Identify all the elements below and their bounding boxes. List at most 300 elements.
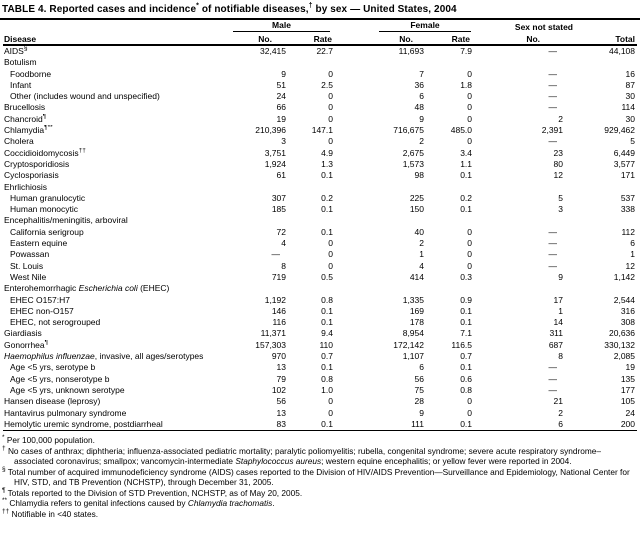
column-header-row (3, 32, 637, 45)
female-no-cell: 2 (419, 136, 424, 147)
sex-not-stated-no-cell: 80 (553, 158, 564, 169)
female-rate-cell: 0 (467, 102, 473, 113)
title-text: TABLE 4. Reported cases and incidence (2, 4, 197, 15)
disease-cell: Age <5 yrs, nonserotype b (10, 373, 110, 384)
sex-not-stated-no-cell: — (548, 68, 558, 79)
disease-cell: Human granulocytic (10, 192, 86, 203)
female-no-cell: 1,573 (402, 158, 424, 169)
total-cell: 338 (620, 204, 636, 215)
total-cell: 200 (565, 419, 637, 431)
sex-not-stated-no-cell: — (548, 249, 558, 260)
female-no-cell: 9 (419, 113, 424, 124)
group-header-male (250, 20, 335, 32)
total-cell: 537 (620, 192, 636, 203)
table-row (3, 238, 637, 249)
male-rate-cell: 0.1 (321, 362, 333, 373)
female-rate-cell: 0.8 (460, 384, 473, 395)
column-header-male-no: No. (250, 32, 288, 45)
column-header-female-rate: Rate (426, 32, 474, 45)
male-rate-cell: 0.1 (321, 204, 333, 215)
sex-not-stated-no-cell: 21 (553, 396, 564, 407)
column-header-total: Total (565, 32, 637, 45)
table-row (3, 419, 637, 431)
total-cell: 87 (625, 79, 636, 90)
male-rate-cell: 0.7 (321, 351, 333, 362)
column-header-sex-not-stated-no: No. (474, 32, 565, 45)
male-rate-cell: 0 (328, 136, 333, 147)
footnote-marker: †† (2, 507, 10, 515)
category-row (3, 215, 637, 226)
male-rate-cell: 0 (328, 249, 333, 260)
total-cell (565, 182, 637, 193)
disease-cell: EHEC O157:H7 (10, 294, 70, 305)
female-no-cell: 9 (419, 407, 424, 418)
total-cell: 105 (620, 396, 636, 407)
table-row (3, 102, 637, 113)
female-no-cell: 2 (419, 238, 424, 249)
female-no-cell: 7 (419, 68, 424, 79)
male-no-cell: 13 (276, 362, 286, 373)
sex-not-stated-no-cell: — (548, 46, 558, 56)
disease-cell: Other (includes wound and unspecified) (10, 91, 160, 102)
male-no-cell: 19 (276, 113, 286, 124)
footnote-marker: †† (78, 147, 86, 154)
male-rate-cell: 0 (328, 260, 333, 271)
sex-not-stated-no-cell: — (548, 384, 558, 395)
sex-not-stated-no-cell: 9 (558, 271, 564, 282)
male-rate-cell: 0 (328, 102, 333, 113)
male-rate-cell (288, 182, 335, 193)
male-rate-cell: 0 (328, 113, 333, 124)
total-cell: 330,132 (604, 339, 636, 350)
total-cell: 135 (620, 373, 636, 384)
male-no-cell: 1,192 (264, 294, 286, 305)
male-no-cell: 11,371 (260, 328, 286, 339)
male-no-cell: 32,415 (260, 46, 286, 56)
column-header-male-rate: Rate (288, 32, 335, 45)
male-rate-cell: 22.7 (316, 46, 333, 56)
female-no-cell (335, 283, 426, 294)
female-rate-cell (426, 57, 474, 68)
total-cell: 24 (625, 407, 636, 418)
male-no-cell: 146 (271, 305, 286, 316)
disease-cell: California serigroup (10, 226, 84, 237)
female-no-cell (335, 215, 426, 226)
footnote: †† Notifiable in <40 states. (2, 507, 99, 519)
disease-cell: Hansen disease (leprosy) (4, 396, 101, 407)
table-row (3, 170, 637, 181)
female-rate-cell: 0.1 (460, 170, 473, 181)
table-row (3, 45, 637, 57)
sex-not-stated-no-cell (474, 57, 565, 68)
disease-cell: Botulism (4, 57, 37, 68)
table-row (3, 351, 637, 362)
female-no-cell: 111 (335, 419, 426, 431)
female-no-cell: 11,693 (398, 46, 424, 56)
male-no-cell: 210,396 (255, 125, 286, 136)
male-rate-cell: 0.1 (321, 170, 333, 181)
male-rate-cell: 0 (328, 407, 333, 418)
female-rate-cell: 485.0 (450, 125, 473, 136)
female-rate-cell: 7.1 (460, 328, 473, 339)
table-row (3, 69, 637, 80)
sex-not-stated-no-cell: — (548, 226, 558, 237)
female-rate-cell: 0.2 (460, 192, 473, 203)
total-cell: 316 (620, 305, 636, 316)
male-no-cell: 4 (281, 238, 286, 249)
male-rate-cell: 0 (328, 396, 333, 407)
female-no-cell: 75 (414, 384, 424, 395)
disease-cell: Cryptosporidiosis (4, 158, 70, 169)
total-cell: 5 (630, 136, 636, 147)
female-rate-cell: 0.1 (426, 419, 474, 431)
title-text: by sex — United States, 2004 (312, 4, 457, 15)
disease-cell: EHEC non-O157 (10, 305, 74, 316)
table-row (3, 91, 637, 102)
table-row (3, 340, 637, 351)
notifiable-diseases-table (3, 20, 637, 431)
male-no-cell (250, 215, 288, 226)
male-rate-cell: 2.5 (321, 79, 333, 90)
disease-cell: Cholera (4, 136, 34, 147)
female-no-cell: 6 (419, 91, 424, 102)
male-rate-cell (288, 283, 335, 294)
total-cell: 3,577 (613, 158, 636, 169)
female-rate-cell: 0.1 (460, 362, 473, 373)
table-row (3, 136, 637, 147)
male-rate-cell: 9.4 (321, 328, 333, 339)
sex-not-stated-no-cell (474, 182, 565, 193)
table-row (3, 396, 637, 407)
category-row (3, 182, 637, 193)
table-row (3, 249, 637, 260)
table-row (3, 374, 637, 385)
male-no-cell: 116 (272, 317, 286, 328)
sex-not-stated-no-cell: 2 (558, 113, 564, 124)
sex-not-stated-no-cell: 12 (553, 170, 564, 181)
female-rate-cell (426, 283, 474, 294)
female-no-cell: 172,142 (393, 339, 424, 350)
sex-not-stated-no-cell: — (548, 238, 558, 249)
sex-not-stated-no-cell: — (548, 79, 558, 90)
female-no-cell: 414 (409, 271, 424, 282)
male-no-cell: 3 (281, 136, 286, 147)
total-cell: 1,142 (613, 271, 636, 282)
female-rate-cell: 0.3 (460, 271, 473, 282)
male-rate-cell: 1.0 (321, 384, 333, 395)
total-cell: 20,636 (609, 328, 636, 339)
male-rate-cell (288, 215, 335, 226)
title-text: of notifiable diseases, (198, 4, 309, 15)
male-no-cell: 56 (276, 396, 286, 407)
footnote-marker: ** (2, 497, 8, 505)
female-rate-cell: 0 (467, 407, 473, 418)
male-no-cell: 72 (276, 226, 286, 237)
disease-cell: Gonorrhea¶ (4, 339, 49, 350)
sex-not-stated-no-cell: 5 (558, 192, 564, 203)
total-cell: 2,544 (613, 294, 636, 305)
male-no-cell: 9 (281, 68, 286, 79)
table-row (3, 114, 637, 125)
female-no-cell: 1 (419, 249, 424, 260)
male-no-cell: 102 (271, 384, 286, 395)
disease-cell: Enterohemorrhagic Escherichia coli (EHEC) (4, 283, 170, 294)
male-no-cell: 3,751 (264, 147, 286, 158)
total-cell: 2,085 (613, 351, 636, 362)
footnote-marker: § (23, 45, 28, 53)
table-body (3, 45, 637, 431)
male-rate-cell: 0.1 (321, 305, 333, 316)
total-cell: 12 (625, 260, 636, 271)
female-no-cell: 40 (414, 226, 424, 237)
female-rate-cell: 0 (467, 260, 473, 271)
disease-cell: Chancroid¶ (4, 113, 47, 124)
female-rate-cell: 1.1 (460, 158, 473, 169)
disease-cell: Human monocytic (10, 204, 79, 215)
total-cell: 6,449 (613, 147, 636, 158)
sex-not-stated-no-cell: — (548, 136, 558, 147)
sex-not-stated-no-cell: 14 (553, 317, 564, 328)
table-row (3, 306, 637, 317)
table-row (3, 362, 637, 373)
female-rate-cell: 0 (467, 68, 473, 79)
table-row (3, 148, 637, 159)
total-cell: 44,108 (609, 46, 636, 56)
sex-not-stated-no-cell: 687 (548, 339, 564, 350)
male-no-cell: 24 (276, 91, 286, 102)
footnote: ** Chlamydia refers to genital infections caused by Chlamydia trachomatis. (2, 497, 275, 509)
female-rate-cell: 1.8 (460, 79, 473, 90)
disease-cell: Brucellosis (4, 102, 46, 113)
female-rate-cell: 3.4 (460, 147, 473, 158)
male-no-cell: 83 (250, 419, 288, 431)
female-no-cell: 56 (414, 373, 424, 384)
category-row (3, 57, 637, 68)
sex-not-stated-no-cell: 3 (558, 204, 564, 215)
female-rate-cell: 0 (467, 238, 473, 249)
male-no-cell: 66 (276, 102, 286, 113)
female-rate-cell: 0.6 (460, 373, 473, 384)
table-row (3, 159, 637, 170)
female-rate-cell: 0 (467, 91, 473, 102)
female-no-cell: 2,675 (402, 147, 424, 158)
male-rate-cell: 0 (328, 68, 333, 79)
male-rate-cell: 0.1 (321, 317, 333, 328)
female-no-cell: 8,954 (402, 328, 424, 339)
sex-not-stated-no-cell: — (548, 91, 558, 102)
disease-cell: Haemophilus influenzae, invasive, all ages/serotypes (4, 351, 204, 362)
sex-not-stated-no-cell: 1 (558, 305, 564, 316)
female-no-cell: 169 (409, 305, 424, 316)
male-rate-cell: 1.3 (321, 158, 333, 169)
column-header-female-no: No. (335, 32, 426, 45)
female-no-cell (335, 57, 426, 68)
disease-cell: West Nile (10, 271, 47, 282)
female-rate-cell (426, 182, 474, 193)
table-row (3, 272, 637, 283)
male-rate-cell: 0 (328, 238, 333, 249)
sex-not-stated-no-cell: 6 (474, 419, 565, 431)
female-rate-cell (426, 215, 474, 226)
total-cell: 16 (625, 68, 636, 79)
male-rate-cell: 110 (319, 339, 333, 350)
table-row (3, 317, 637, 328)
group-header-sex-not-stated (474, 20, 574, 32)
group-header-female (335, 20, 474, 32)
table-row (3, 80, 637, 91)
male-rate-cell: 0.1 (288, 419, 335, 431)
sex-not-stated-no-cell: 23 (553, 147, 564, 158)
disease-cell: Age <5 yrs, serotype b (10, 362, 96, 373)
total-cell: 171 (620, 170, 636, 181)
total-cell: 19 (625, 362, 636, 373)
male-no-cell: 185 (271, 204, 286, 215)
male-rate-cell: 147.1 (311, 125, 333, 136)
disease-cell: Giardiasis (4, 328, 42, 339)
sex-not-stated-no-cell (474, 215, 565, 226)
male-no-cell: — (271, 249, 280, 260)
table-row (3, 408, 637, 419)
female-no-cell: 225 (409, 192, 424, 203)
female-rate-cell: 0 (467, 113, 473, 124)
footnote: * Per 100,000 population. (2, 434, 95, 446)
group-label-male: Male (233, 20, 330, 32)
footnote-marker: ¶ (42, 113, 47, 120)
table-row (3, 261, 637, 272)
male-no-cell: 307 (271, 192, 286, 203)
total-cell (565, 283, 637, 294)
total-cell (565, 215, 637, 226)
disease-cell: Hemolytic uremic syndrome, postdiarrheal (3, 419, 250, 431)
total-cell (565, 57, 637, 68)
sex-not-stated-no-cell: — (548, 102, 558, 113)
disease-cell: Chlamydia¶** (4, 125, 53, 136)
table-title (0, 0, 640, 20)
male-rate-cell: 0.1 (321, 226, 333, 237)
male-no-cell (250, 57, 288, 68)
total-cell: 929,462 (604, 125, 636, 136)
disease-cell: EHEC, not serogrouped (10, 317, 101, 328)
female-no-cell: 150 (409, 204, 424, 215)
male-no-cell (250, 283, 288, 294)
female-rate-cell: 0 (467, 396, 473, 407)
male-no-cell: 61 (276, 170, 286, 181)
female-rate-cell: 0.7 (460, 351, 473, 362)
footnote-marker: * (2, 434, 5, 442)
female-rate-cell: 116.5 (451, 339, 473, 350)
title-footnote-marker-dagger: † (308, 2, 313, 10)
female-rate-cell: 0.1 (460, 204, 473, 215)
female-no-cell: 178 (409, 317, 424, 328)
table-row (3, 385, 637, 396)
total-cell: 30 (625, 91, 636, 102)
footnote-marker: ¶ (44, 339, 49, 346)
female-rate-cell: 0.1 (460, 317, 473, 328)
disease-cell: Cyclosporiasis (4, 170, 59, 181)
footnote: § Total number of acquired immunodeficiency syndrome (AIDS) cases reported to the Division of HIV/AIDS Prevention—Surveillance and Epidemiology, National Center for HIV, STD, and TB Prevention (NCHSTP), through December 31, 2005. (2, 465, 630, 488)
male-rate-cell: 0.8 (321, 294, 333, 305)
female-rate-cell: 0 (467, 226, 473, 237)
sex-not-stated-no-cell: 8 (558, 351, 564, 362)
sex-not-stated-no-cell (474, 283, 565, 294)
footnotes (2, 435, 638, 519)
table-row (3, 125, 637, 136)
disease-cell: AIDS§ (4, 45, 28, 56)
male-no-cell: 51 (276, 79, 286, 90)
disease-cell: Encephalitis/meningitis, arboviral (4, 215, 128, 226)
sex-not-stated-no-cell: — (548, 260, 558, 271)
female-no-cell: 28 (414, 396, 424, 407)
empty-header-cell (3, 20, 250, 32)
sex-not-stated-no-cell: — (548, 373, 558, 384)
sex-not-stated-no-cell: 17 (553, 294, 564, 305)
footnote: † No cases of anthrax; diphtheria; influenza-associated pediatric mortality; paralytic poliomyelitis; rubella, congenital syndrome; severe acute respiratory syndrome–associated coronavirus; smallpox; vancomycin-intermediate Staphylococcus aureus; western equine encephalitis; or yellow fever were reported in 2004. (2, 444, 601, 467)
footnote-marker: ¶ (2, 486, 6, 494)
group-label-female: Female (379, 20, 471, 32)
total-cell: 114 (621, 102, 636, 113)
group-label-sex-not-stated: Sex not stated (514, 22, 574, 32)
sex-not-stated-no-cell: 2 (558, 407, 564, 418)
male-rate-cell: 0.5 (321, 271, 333, 282)
male-no-cell: 719 (271, 271, 286, 282)
table-row (3, 328, 637, 339)
total-cell: 6 (630, 238, 636, 249)
table-header (3, 20, 637, 45)
male-rate-cell: 4.9 (321, 147, 333, 158)
male-rate-cell: 0.2 (321, 192, 333, 203)
male-no-cell: 970 (271, 351, 286, 362)
footnote-marker: † (2, 444, 6, 452)
disease-cell: Foodborne (10, 68, 52, 79)
footnote: ¶ Totals reported to the Division of STD Prevention, NCHSTP, as of May 20, 2005. (2, 486, 303, 498)
table-row (3, 204, 637, 215)
disease-cell: Eastern equine (10, 238, 68, 249)
female-rate-cell: 0.9 (460, 294, 473, 305)
female-no-cell: 1,335 (402, 294, 424, 305)
footnote-marker: § (2, 465, 6, 473)
category-row (3, 283, 637, 294)
group-header-row (3, 20, 637, 32)
female-no-cell: 98 (414, 170, 424, 181)
total-cell: 30 (625, 113, 636, 124)
male-no-cell: 13 (276, 407, 286, 418)
male-rate-cell: 0.8 (321, 373, 333, 384)
title-footnote-marker-asterisk: * (196, 2, 199, 10)
sex-not-stated-no-cell: 311 (549, 328, 564, 339)
table-row (3, 227, 637, 238)
disease-cell: Age <5 yrs, unknown serotype (10, 384, 125, 395)
female-rate-cell: 0 (467, 249, 473, 260)
male-rate-cell (288, 57, 335, 68)
male-no-cell: 157,303 (255, 339, 286, 350)
female-no-cell (335, 182, 426, 193)
male-rate-cell: 0 (328, 91, 333, 102)
total-cell: 1 (630, 249, 636, 260)
disease-cell: Infant (10, 79, 32, 90)
empty-header-cell (565, 20, 637, 32)
male-no-cell: 8 (281, 260, 286, 271)
total-cell: 308 (620, 317, 636, 328)
male-no-cell: 79 (276, 373, 286, 384)
male-no-cell: 1,924 (264, 158, 286, 169)
female-no-cell: 4 (419, 260, 424, 271)
male-no-cell (250, 182, 288, 193)
disease-cell: Coccidioidomycosis†† (4, 147, 86, 158)
disease-cell: Ehrlichiosis (4, 181, 47, 192)
female-rate-cell: 0.1 (460, 305, 473, 316)
disease-cell: Powassan (10, 249, 50, 260)
female-no-cell: 48 (414, 102, 424, 113)
